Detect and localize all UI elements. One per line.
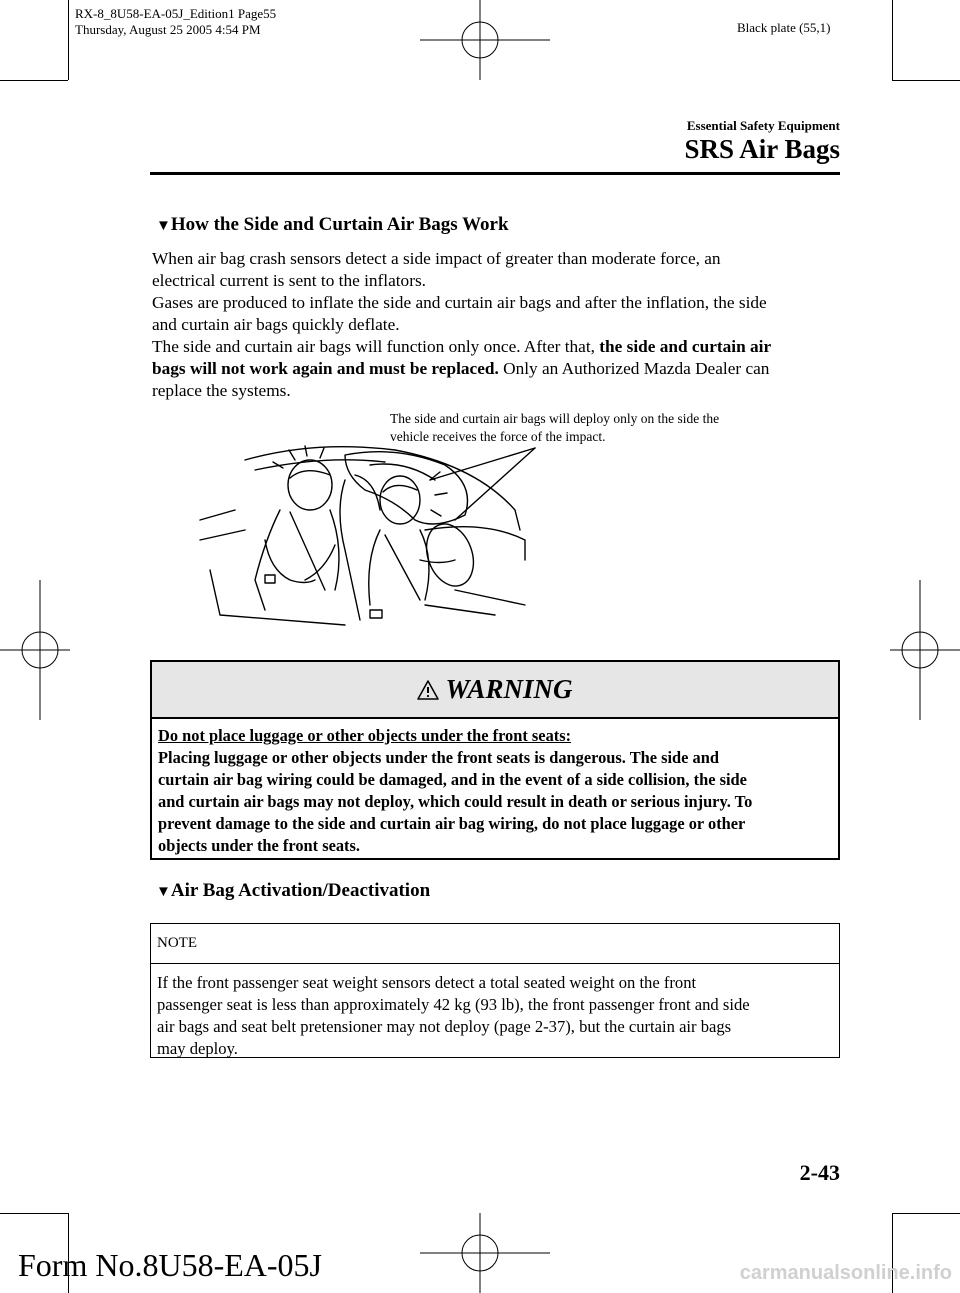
crop-mark	[892, 1213, 960, 1214]
warning-line: and curtain air bags may not deploy, which could result in death or serious injury. To	[158, 792, 753, 811]
page-title: SRS Air Bags	[684, 134, 840, 164]
registration-mark-bottom	[420, 1213, 550, 1293]
crop-mark	[892, 80, 960, 81]
page-number: 2-43	[799, 1160, 840, 1185]
note-line: passenger seat is less than approximately 42 kg (93 lb), the front passenger front and side	[157, 995, 750, 1014]
note-line: may deploy.	[157, 1039, 238, 1058]
section-heading-text: How the Side and Curtain Air Bags Work	[170, 214, 509, 235]
section-heading	[156, 214, 509, 236]
body-line	[152, 336, 842, 358]
body-line: electrical current is sent to the inflators.	[152, 271, 426, 290]
warning-line: curtain air bag wiring could be damaged, and in the event of a side collision, the side	[158, 770, 747, 789]
body-text-bold: bags will not work again and must be replaced.	[152, 359, 499, 378]
registration-mark-left	[0, 580, 70, 720]
caption-line: vehicle receives the force of the impact.	[390, 429, 606, 444]
crop-mark	[0, 1213, 68, 1214]
note-body	[151, 964, 839, 1060]
section-body	[152, 248, 842, 402]
triangle-marker-icon: ▼	[156, 218, 171, 234]
note-box	[150, 923, 840, 1058]
section-label: Essential Safety Equipment	[686, 118, 840, 133]
crop-mark	[68, 0, 69, 80]
registration-mark-top	[420, 0, 550, 80]
print-date-line: Thursday, August 25 2005 4:54 PM	[75, 22, 261, 37]
caption-line: The side and curtain air bags will deploy only on the side the	[390, 411, 720, 426]
section-heading	[156, 880, 430, 902]
print-job-info	[75, 6, 276, 38]
side-curtain-airbag-illustration	[195, 440, 540, 635]
form-number: Form No.8U58-EA-05J	[18, 1247, 322, 1283]
body-text-normal: Only an Authorized Mazda Dealer can	[498, 359, 770, 378]
warning-line: prevent damage to the side and curtain air bag wiring, do not place luggage or other	[158, 814, 746, 833]
body-line: and curtain air bags quickly deflate.	[152, 315, 400, 334]
warning-line: objects under the front seats.	[158, 836, 360, 855]
print-job-line: RX-8_8U58-EA-05J_Edition1 Page55	[75, 6, 277, 21]
crop-mark	[0, 80, 68, 81]
crop-mark	[892, 0, 893, 80]
header-rule	[150, 172, 840, 175]
warning-box	[150, 660, 840, 860]
watermark: carmanualsonline.info	[739, 1262, 952, 1284]
warning-body	[152, 719, 838, 857]
note-line: air bags and seat belt pretensioner may not deploy (page 2-37), but the curtain air bags	[157, 1017, 732, 1036]
note-header: NOTE	[151, 924, 839, 964]
body-text-normal: The side and curtain air bags will function only once. After that,	[152, 337, 600, 356]
body-line: When air bag crash sensors detect a side impact of greater than moderate force, an	[152, 249, 721, 268]
body-line: replace the systems.	[152, 381, 291, 400]
warning-subheading: Do not place luggage or other objects under the front seats:	[158, 726, 572, 745]
warning-title: WARNING	[445, 674, 573, 704]
warning-triangle-icon	[417, 680, 439, 700]
body-line	[152, 358, 842, 380]
warning-line: Placing luggage or other objects under the front seats is dangerous. The side and	[158, 748, 719, 767]
body-line: Gases are produced to inflate the side and curtain air bags and after the inflation, the side	[152, 293, 767, 312]
plate-info: Black plate (55,1)	[737, 20, 831, 35]
body-text-bold: the side and curtain air	[599, 337, 772, 356]
section-heading-text: Air Bag Activation/Deactivation	[170, 880, 431, 901]
triangle-marker-icon: ▼	[156, 884, 171, 900]
note-line: If the front passenger seat weight sensors detect a total seated weight on the front	[157, 973, 697, 992]
warning-header	[152, 662, 838, 719]
registration-mark-right	[890, 580, 960, 720]
